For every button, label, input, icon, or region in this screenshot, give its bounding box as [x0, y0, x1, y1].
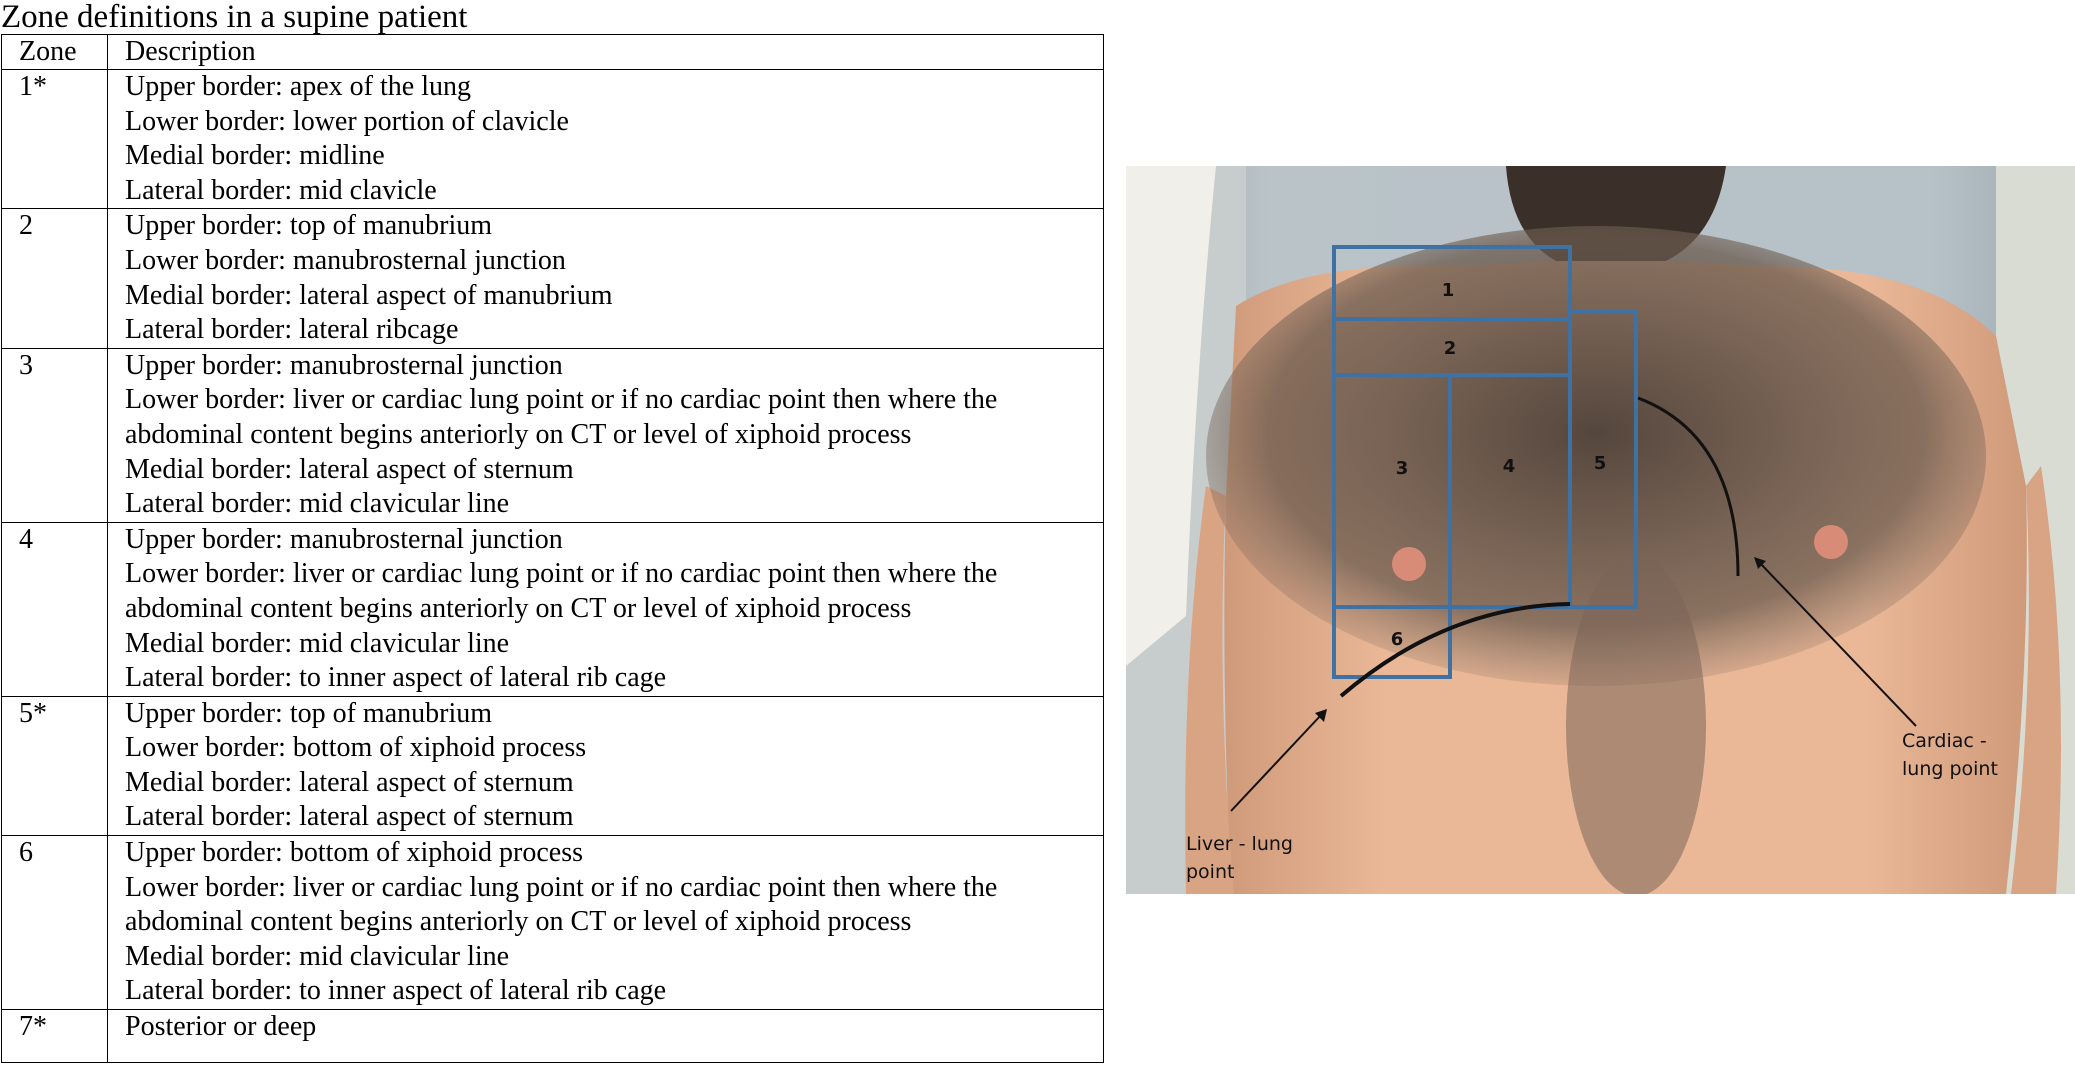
zone-row: [2, 522, 1104, 696]
zone-description-cell: [108, 209, 1104, 348]
zone-id-cell: 2: [2, 209, 108, 348]
description-line: Medial border: midline: [125, 140, 385, 172]
description-column-header: Description: [108, 35, 1104, 70]
zone-1-label: 1: [1441, 280, 1455, 301]
description-line: Lateral border: mid clavicular line: [125, 488, 510, 520]
description-line: Medial border: lateral aspect of manubrium: [125, 279, 613, 311]
zone-description-cell: [108, 70, 1104, 209]
description-line: Lower border: bottom of xiphoid process: [125, 732, 587, 764]
description-line: Medial border: lateral aspect of sternum: [125, 453, 574, 485]
figure-title: Zone definitions in a supine patient: [1, 0, 468, 35]
description-line: Lower border: lower portion of clavicle: [125, 105, 569, 137]
description-line: Upper border: manubrosternal junction: [125, 349, 563, 381]
description-line: Upper border: bottom of xiphoid process: [125, 837, 584, 869]
zone-id-cell: 3: [2, 348, 108, 522]
right-nipple: [1392, 547, 1426, 581]
zone-description-cell: [108, 836, 1104, 1010]
description-line: Medial border: lateral aspect of sternum: [125, 766, 574, 798]
description-line: Upper border: top of manubrium: [125, 210, 493, 242]
cardiac-label-line-1: Cardiac -: [1902, 730, 1987, 752]
cardiac-label-line-2: lung point: [1902, 758, 1998, 780]
zone-4-label: 4: [1502, 456, 1516, 477]
table-header-row: [2, 35, 1104, 70]
zone-5-label: 5: [1593, 453, 1607, 474]
zone-row: [2, 209, 1104, 348]
description-line: Lateral border: to inner aspect of lateral rib cage: [125, 975, 667, 1007]
zone-id-cell: 7*: [2, 1010, 108, 1063]
zone-row: [2, 70, 1104, 209]
description-line: Medial border: mid clavicular line: [125, 940, 510, 972]
zone-column-header: Zone: [2, 35, 108, 70]
zone-row: [2, 1010, 1104, 1063]
description-line: Upper border: apex of the lung: [125, 71, 471, 102]
description-line: Lower border: liver or cardiac lung point or if no cardiac point then where the: [125, 871, 998, 903]
description-line: Upper border: top of manubrium: [125, 697, 493, 729]
zone-3-label: 3: [1395, 458, 1409, 479]
description-line: abdominal content begins anteriorly on CT or level of xiphoid process: [125, 592, 912, 624]
description-line: Posterior or deep: [125, 1011, 317, 1043]
liver-label-line-1: Liver - lung: [1186, 833, 1293, 855]
zone-id-cell: 1*: [2, 70, 108, 209]
left-nipple: [1814, 525, 1848, 559]
zone-row: [2, 348, 1104, 522]
zone-id-cell: 6: [2, 836, 108, 1010]
zone-row: [2, 696, 1104, 835]
description-line: Lateral border: lateral ribcage: [125, 314, 459, 346]
description-line: Lower border: liver or cardiac lung point or if no cardiac point then where the: [125, 384, 998, 416]
liver-label-line-2: point: [1186, 861, 1235, 883]
description-line: Lower border: liver or cardiac lung point or if no cardiac point then where the: [125, 558, 998, 590]
zone-2-label: 2: [1443, 338, 1457, 359]
description-line: Lateral border: mid clavicle: [125, 174, 437, 206]
description-line: abdominal content begins anteriorly on CT or level of xiphoid process: [125, 418, 912, 450]
zone-definitions-table: [1, 34, 1104, 1063]
description-line: abdominal content begins anteriorly on CT or level of xiphoid process: [125, 906, 912, 938]
zone-description-cell: [108, 1010, 1104, 1063]
chest-zone-figure: [1126, 166, 2075, 894]
description-line: Lateral border: to inner aspect of lateral rib cage: [125, 662, 667, 694]
zone-id-cell: 4: [2, 522, 108, 696]
chest-illustration: [1126, 166, 2075, 894]
zone-description-cell: [108, 696, 1104, 835]
description-line: Upper border: manubrosternal junction: [125, 523, 563, 555]
description-line: Lower border: manubrosternal junction: [125, 244, 566, 276]
zone-6-label: 6: [1390, 629, 1404, 650]
zone-description-cell: [108, 522, 1104, 696]
description-line: Lateral border: lateral aspect of sternum: [125, 801, 574, 833]
zone-id-cell: 5*: [2, 696, 108, 835]
zone-row: [2, 836, 1104, 1010]
description-line: Medial border: mid clavicular line: [125, 627, 510, 659]
zone-description-cell: [108, 348, 1104, 522]
